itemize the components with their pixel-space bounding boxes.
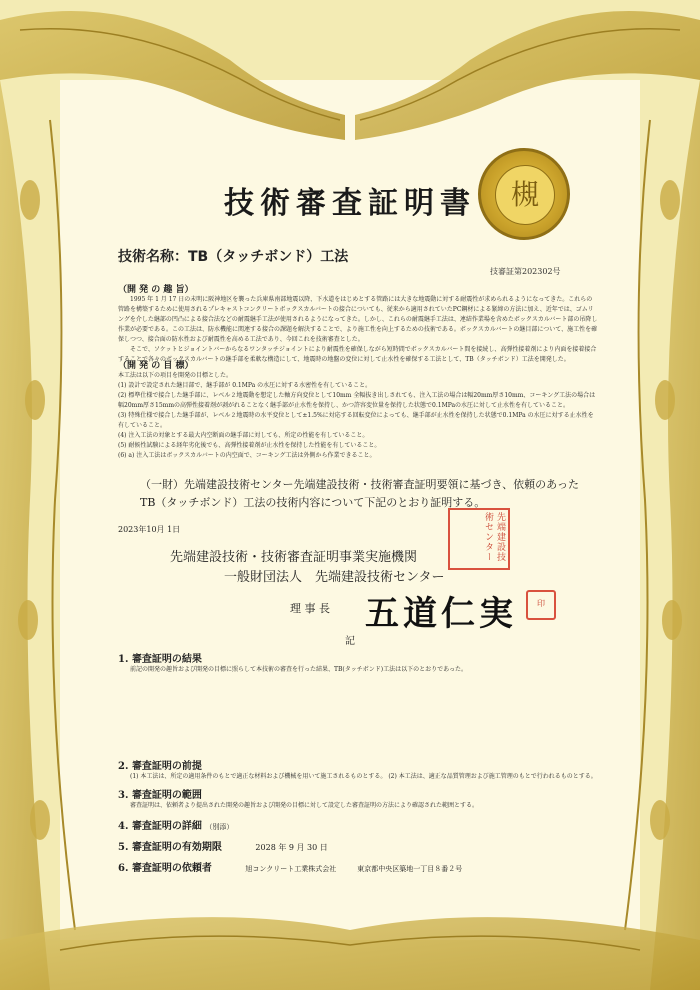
issuer-line-2: 一般財団法人 先端建設技術センター — [224, 570, 445, 585]
purpose-section — [118, 282, 598, 365]
section-2-header: 2. 審査証明の前提 — [118, 761, 202, 772]
section-1-header: 1. 審査証明の結果 — [118, 654, 202, 665]
goal-item: (5) 耐候性試験による経年劣化後でも、高弾性接着剤が止水性を保持した性能を有していること。 — [118, 442, 381, 449]
document-title: 技術審査証明書 — [224, 186, 476, 221]
section-5-header: 5. 審査証明の有効期限 2028 年 9 月 30 日 — [118, 842, 328, 853]
issue-date: 2023年10月 1日 — [118, 525, 181, 534]
medal-emblem-icon: 槻 — [495, 165, 555, 225]
personal-seal-icon: 印 — [526, 590, 556, 620]
purpose-heading: （開 発 の 趣 旨） — [118, 285, 194, 295]
section-6-header: 6. 審査証明の依頼者 旭コンクリート工業株式会社 東京都中央区築地一丁目８番２号 — [118, 863, 463, 874]
request-statement: （一財）先端建設技術センター先端建設技術・技術審査証明要領に基づき、依頼のあったTB（タッチボンド）工法の技術内容について下記のとおり証明する。 — [140, 478, 580, 509]
goal-item: (1) 設計で設定された継目部で、継手部が 0.1MPa の水圧に対する水密性を有していること。 — [118, 382, 372, 389]
purpose-text: 1995 年 1 月 17 日の未明に阪神地区を襲った兵庫県南部地震以降、下水道をはじめとする管路には大きな地震動に対する耐震性が求められるようになってきた。これらの管路を構築するために使用されるプレキャストコンクリートボックスカルバートの接合についても、従来から適用されていたPC鋼材による緊締の方法に加え、近年では、ゴムリングを介した継部の凹凸による接合法などの耐震継手工法が使用されるようになってきた。しかし、これらの耐震継手工法は、連結作業場を含めたボックスカルバート部の吊降し作業が必要である。この工法は、防水機能に関連する接合の課題を解決することで、より施工性を向上するための技術である。ボックスカルバートの継目部について、施工性を確保しつつ、接合面の防水性および耐震性を高める工法であり、今回これを技術審査とした。 — [118, 296, 598, 343]
issuer-line-1: 先端建設技術・技術審査証明事業実施機関 — [170, 550, 418, 565]
goal-item: (3) 特殊仕様で接合した継手部が、レベル２地震時の水平変位として±1.5%に対応する回転変位によっても、継手部が止水性を保持した状態で0.1MPa の水圧に対する止水性を有していること。 — [118, 412, 594, 429]
issuer-role: 理 事 長 — [290, 602, 330, 615]
goal-item: (6) a) 注入工法はボックスカルバートの内空面で、コーキング工法は外側から作業できること。 — [118, 452, 376, 459]
goals-heading: （開 発 の 目 標） — [118, 361, 194, 371]
section-2-text: (1) 本工法は、所定の適用条件のもとで適正な材料および機械を用いて施工されるものとする。 (2) 本工法は、適正な品質管理および施工管理のもとで行われるものとする。 — [130, 773, 597, 780]
signature: 五道仁実 — [365, 594, 517, 634]
certificate-number: 技審証第202302号 — [490, 267, 561, 276]
section-3-text: 審査証明は、依頼者より提出された開発の趣旨および開発の目標に対して設定した審査証明の方法により確認された範囲とする。 — [130, 802, 479, 809]
section-3-header: 3. 審査証明の範囲 — [118, 790, 202, 801]
goals-section — [118, 358, 598, 461]
technology-name: 技術名称：TB（タッチボンド）工法 — [118, 249, 349, 265]
goals-intro: 本工法は以下の項目を開発の目標とした。 — [118, 372, 233, 379]
section-1-text: 前記の開発の趣旨および開発の目標に照らして本技術の審査を行った結果、TB(タッチボンド)工法は以下のとおりであった。 — [130, 666, 468, 673]
section-4-header: 4. 審査証明の詳細 （別添） — [118, 821, 234, 832]
ki-marker: 記 — [345, 636, 355, 647]
goal-item: (2) 標準仕様で接合した継手部に、レベル２地震動を想定した軸方向変位として10mm 全幅抜き出しされても、注入工法の場合は幅20mm厚さ10mm、コーキング工法の場合は幅20mm厚さ15mmの高弾性接着剤が剥がれることなく継手部が止水性を保持し、かつ許容変位量を保持した状態で0.1MPaの水圧に対して止水性を有していること。 — [118, 392, 596, 409]
purpose-text-2: そこで、ソケットとジョイントバーからなるワンタッチジョイントにより耐震性を確保しながら短時間でボックスカルバート間を接続し、高弾性接着剤により内面を接着接合することで各々のボックスカルバートの継手部を柔軟な構造にして、地震時の地盤の変位に対して止水性を確保する工法として、TB（タッチボンド）工法を開発した。 — [118, 346, 597, 363]
section-1-detail — [118, 675, 598, 755]
goal-item: (4) 注入工法の対象とする最大内空断面の継手部に対しても、所定の性能を有していること。 — [118, 432, 369, 439]
official-seal: 先端建設技術センター — [448, 508, 510, 570]
certificate-sections — [118, 650, 598, 874]
